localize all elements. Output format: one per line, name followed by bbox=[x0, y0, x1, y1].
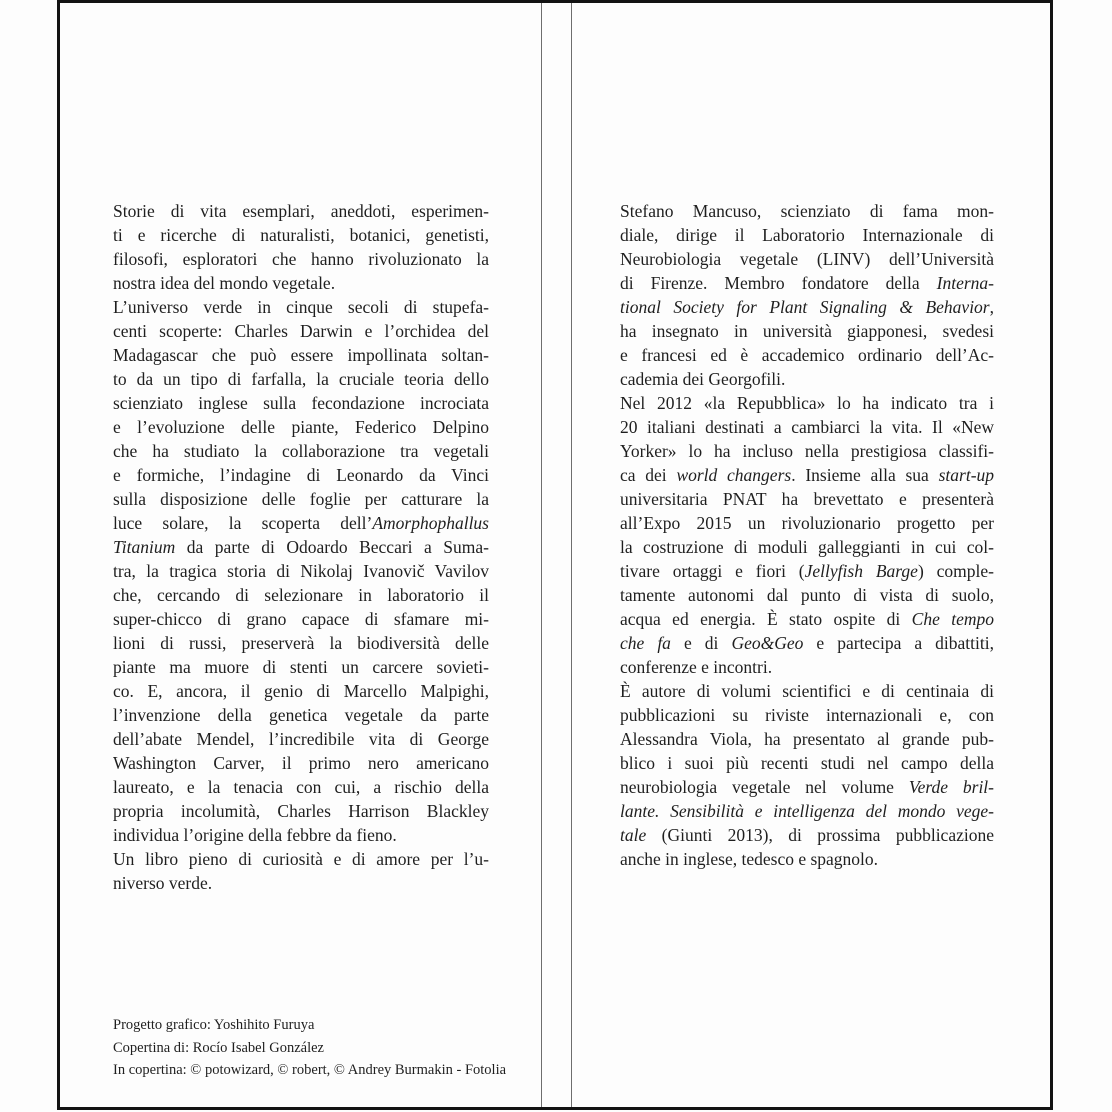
text-line: Alessandra Viola, ha presentato al grande pub- bbox=[620, 729, 994, 749]
text-line: pubblicazioni su riviste internazionali e, con bbox=[620, 705, 994, 725]
text-line: tamente autonomi dal punto di vista di suolo, bbox=[620, 585, 994, 605]
text-line: tional Society for Plant Signaling & Behavior, bbox=[620, 297, 994, 317]
text-line: filosofi, esploratori che hanno rivoluzionato la bbox=[113, 249, 489, 269]
text-line: blico i suoi più recenti studi nel campo della bbox=[620, 753, 994, 773]
text-line: lioni di russi, preserverà la biodiversità delle bbox=[113, 633, 489, 653]
text-line: dell’abate Mendel, l’incredibile vita di George bbox=[113, 729, 489, 749]
text-line: lante. Sensibilità e intelligenza del mondo vege- bbox=[620, 801, 994, 821]
text-line: conferenze e incontri. bbox=[620, 657, 773, 677]
text-line: Neurobiologia vegetale (LINV) dell’Università bbox=[620, 249, 994, 269]
credit-line-cover-design: Copertina di: Rocío Isabel González bbox=[113, 1039, 324, 1056]
spine-fold-line-left bbox=[541, 3, 542, 1107]
text-line: che fa e di Geo&Geo e partecipa a dibattiti, bbox=[620, 633, 994, 653]
right-flap-body-text bbox=[620, 199, 994, 871]
text-line: niverso verde. bbox=[113, 873, 213, 893]
text-line: diale, dirige il Laboratorio Internazionale di bbox=[620, 225, 994, 245]
text-line: neurobiologia vegetale nel volume Verde bril- bbox=[620, 777, 994, 797]
text-line: L’universo verde in cinque secoli di stupefa- bbox=[113, 297, 489, 317]
text-line: la costruzione di moduli galleggianti in cui col- bbox=[620, 537, 994, 557]
text-line: laureato, e la tenacia con cui, a rischio della bbox=[113, 777, 489, 797]
text-line: tra, la tragica storia di Nikolaj Ivanovič Vavilov bbox=[113, 561, 489, 581]
text-line: centi scoperte: Charles Darwin e l’orchidea del bbox=[113, 321, 489, 341]
text-line: Nel 2012 «la Repubblica» lo ha indicato tra i bbox=[620, 393, 994, 413]
credit-line-cover-photos: In copertina: © potowizard, © robert, © Andrey Burmakin - Fotolia bbox=[113, 1062, 507, 1078]
text-line: scienziato inglese sulla fecondazione incrociata bbox=[113, 393, 489, 413]
text-line: che ha studiato la collaborazione tra vegetali bbox=[113, 441, 489, 461]
text-line: universitaria PNAT ha brevettato e presenterà bbox=[620, 489, 994, 509]
text-line: e formiche, l’indagine di Leonardo da Vinci bbox=[113, 465, 489, 485]
text-line: luce solare, la scoperta dell’Amorphophallus bbox=[113, 513, 489, 533]
text-line: sulla disposizione delle foglie per catturare la bbox=[113, 489, 489, 509]
text-line: Titanium da parte di Odoardo Beccari a Suma- bbox=[113, 537, 489, 557]
text-line: tivare ortaggi e fiori (Jellyfish Barge) comple- bbox=[620, 561, 994, 581]
text-line: all’Expo 2015 un rivoluzionario progetto per bbox=[620, 513, 994, 533]
text-line: Washington Carver, il primo nero americano bbox=[113, 753, 489, 773]
text-line: Un libro pieno di curiosità e di amore per l’u- bbox=[113, 849, 489, 869]
credits-block bbox=[113, 1014, 506, 1082]
text-line: È autore di volumi scientifici e di centinaia di bbox=[620, 681, 994, 701]
text-line: di Firenze. Membro fondatore della Interna- bbox=[620, 273, 994, 293]
text-line: ha insegnato in università giapponesi, svedesi bbox=[620, 321, 994, 341]
text-line: ti e ricerche di naturalisti, botanici, genetisti, bbox=[113, 225, 489, 245]
text-line: acqua ed energia. È stato ospite di Che tempo bbox=[620, 609, 994, 629]
text-line: Stefano Mancuso, scienziato di fama mon- bbox=[620, 201, 994, 221]
text-line: Storie di vita esemplari, aneddoti, esperimen- bbox=[113, 201, 489, 221]
text-line: anche in inglese, tedesco e spagnolo. bbox=[620, 849, 879, 869]
credit-line-graphic-design: Progetto grafico: Yoshihito Furuya bbox=[113, 1017, 315, 1033]
text-line: 20 italiani destinati a cambiarci la vita. Il «New bbox=[620, 417, 994, 437]
text-line: e francesi ed è accademico ordinario dell’Ac- bbox=[620, 345, 994, 365]
text-line: che, cercando di selezionare in laboratorio il bbox=[113, 585, 489, 605]
text-line: propria incolumità, Charles Harrison Blackley bbox=[113, 801, 489, 821]
left-flap-body-text bbox=[113, 199, 489, 895]
spine-fold-line-right bbox=[571, 3, 572, 1107]
text-line: e l’evoluzione delle piante, Federico Delpino bbox=[113, 417, 489, 437]
text-line: piante ma muore di stenti un carcere sovieti- bbox=[113, 657, 489, 677]
text-line: to da un tipo di farfalla, la cruciale teoria dello bbox=[113, 369, 489, 389]
text-line: tale (Giunti 2013), di prossima pubblicazione bbox=[620, 825, 994, 845]
text-line: individua l’origine della febbre da fieno. bbox=[113, 825, 397, 845]
text-line: Madagascar che può essere impollinata soltan- bbox=[113, 345, 489, 365]
text-line: co. E, ancora, il genio di Marcello Malpighi, bbox=[113, 681, 489, 701]
text-line: l’invenzione della genetica vegetale da parte bbox=[113, 705, 489, 725]
text-line: nostra idea del mondo vegetale. bbox=[113, 273, 336, 293]
text-line: cademia dei Georgofili. bbox=[620, 369, 786, 389]
text-line: ca dei world changers. Insieme alla sua start-up bbox=[620, 465, 995, 485]
text-line: super-chicco di grano capace di sfamare mi- bbox=[113, 609, 489, 629]
text-line: Yorker» lo ha incluso nella prestigiosa classifi- bbox=[620, 441, 994, 461]
